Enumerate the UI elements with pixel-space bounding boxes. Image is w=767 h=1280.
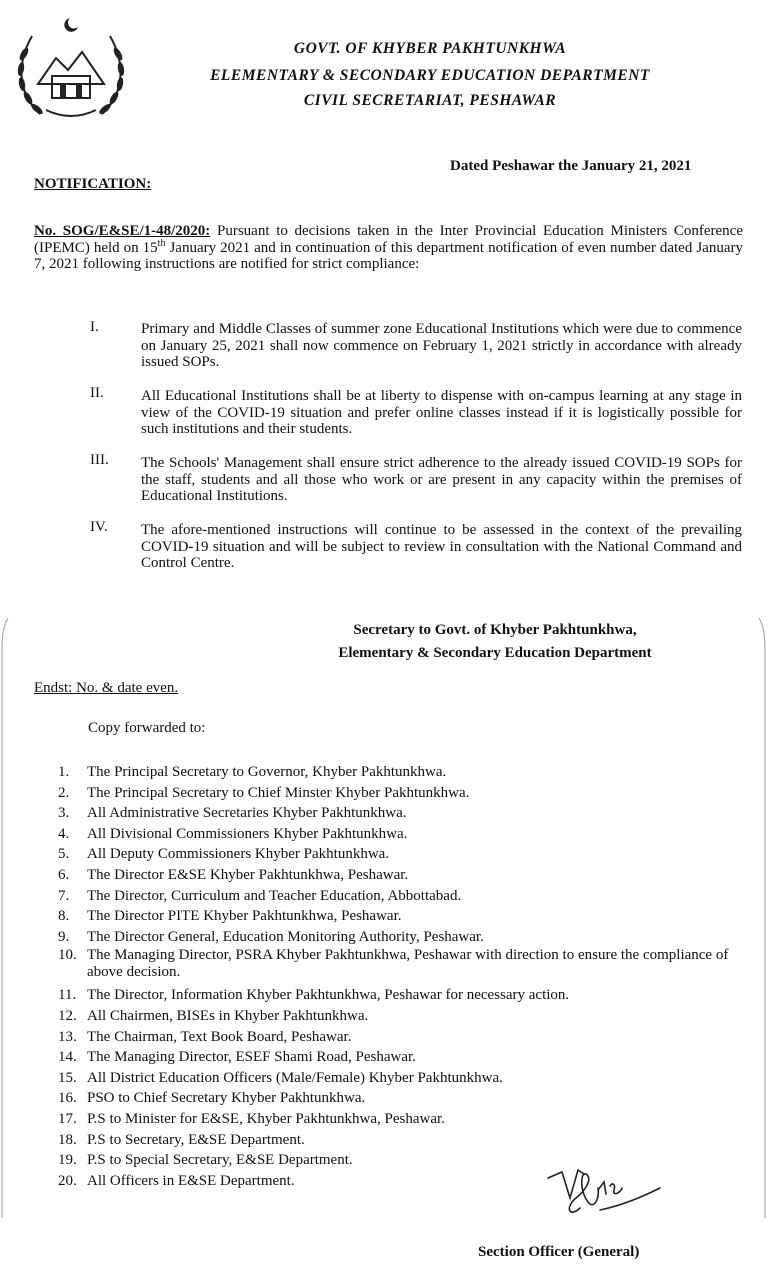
list-item-number: 5.	[58, 846, 70, 863]
instruction-number: I.	[90, 319, 99, 335]
instruction-text: Primary and Middle Classes of summer zone Educational Institutions which were due to commence on January 25, 2021 shall now commence on February 1, 2021 strictly in accordance with already issued SOPs.	[141, 321, 742, 370]
list-item	[58, 844, 748, 865]
list-item-text: The Principal Secretary to Governor, Khyber Pakhtunkhwa.	[87, 764, 447, 780]
list-item-number: 2.	[58, 784, 70, 801]
list-item-number: 9.	[58, 928, 70, 945]
list-item-number: 14.	[58, 1049, 77, 1066]
header-department: ELEMENTARY & SECONDARY EDUCATION DEPARTMENT	[210, 67, 650, 84]
list-item-number: 3.	[58, 805, 70, 822]
copy-forwarded-label: Copy forwarded to:	[88, 720, 206, 736]
list-item-text: P.S to Secretary, E&SE Department.	[87, 1131, 305, 1148]
list-item	[58, 1088, 748, 1109]
header-secretariat: CIVIL SECRETARIAT, PESHAWAR	[303, 92, 557, 109]
intro-text-1: Pursuant to decisions taken in the Inter Provincial Education Ministers Conference (IPEMC) held on 15	[34, 223, 743, 256]
list-item-text: PSO to Chief Secretary Khyber Pakhtunkhwa.	[87, 1090, 366, 1107]
list-item	[58, 865, 748, 886]
list-item-number: 11.	[58, 987, 77, 1004]
intro-paragraph	[34, 223, 743, 273]
instruction-number: IV.	[90, 519, 108, 535]
list-item-number: 17.	[58, 1110, 77, 1127]
list-item-number: 8.	[58, 908, 70, 925]
intro-superscript: th	[157, 237, 166, 249]
list-item-text: The Principal Secretary to Chief Minster Khyber Pakhtunkhwa.	[87, 784, 470, 801]
instruction-text: The Schools' Management shall ensure strict adherence to the already issued COVID-19 SOPs for the staff, students and all those who work or are present in any capacity within the premises of Educational Institutions.	[141, 455, 742, 504]
list-item-text: All Officers in E&SE Department.	[87, 1172, 295, 1189]
list-item	[58, 824, 748, 845]
reference-number: No. SOG/E&SE/1-48/2020:	[34, 223, 211, 239]
instruction-text: All Educational Institutions shall be at liberty to dispense with on-campus learning at any stage in view of the COVID-19 situation and prefer online classes instead if it is logistically possible for such institutions and their students.	[141, 388, 742, 437]
page-edge-right	[757, 618, 767, 1218]
header-govt: GOVT. OF KHYBER PAKHTUNKHWA	[293, 40, 567, 57]
recipient-list	[58, 762, 748, 1191]
secretary-title: Secretary to Govt. of Khyber Pakhtunkhwa,	[353, 622, 637, 638]
list-item-text: The Director General, Education Monitoring Authority, Peshawar.	[87, 928, 484, 945]
instruction-number: III.	[90, 452, 109, 468]
list-item-text: P.S to Minister for E&SE, Khyber Pakhtunkhwa, Peshawar.	[87, 1110, 445, 1127]
list-item-text: The Director, Curriculum and Teacher Education, Abbottabad.	[87, 887, 462, 904]
list-item	[58, 1047, 748, 1068]
section-officer-title: Section Officer (General)	[478, 1244, 640, 1260]
list-item	[58, 803, 748, 824]
instruction-number: II.	[90, 385, 104, 401]
list-item-number: 20.	[58, 1172, 77, 1189]
list-item	[58, 762, 748, 783]
list-item-text: The Director, Information Khyber Pakhtunkhwa, Peshawar for necessary action.	[87, 987, 570, 1004]
list-item-text: The Chairman, Text Book Board, Peshawar.	[87, 1028, 352, 1045]
notification-label: NOTIFICATION:	[34, 176, 152, 192]
government-emblem-icon	[10, 14, 132, 132]
list-item-number: 19.	[58, 1152, 77, 1169]
list-item-number: 1.	[58, 764, 70, 780]
list-item	[58, 1109, 748, 1130]
list-item	[58, 906, 748, 927]
list-item-text: The Director E&SE Khyber Pakhtunkhwa, Peshawar.	[87, 866, 409, 883]
secretary-department: Elementary & Secondary Education Department	[338, 645, 652, 661]
list-item-number: 10.	[58, 947, 77, 964]
list-item	[58, 1130, 748, 1151]
list-item-text: All Chairmen, BISEs in Khyber Pakhtunkhwa.	[87, 1007, 369, 1024]
list-item-text: P.S to Special Secretary, E&SE Department.	[87, 1152, 353, 1169]
list-item	[58, 927, 748, 948]
list-item-number: 18.	[58, 1131, 77, 1148]
date-line: Dated Peshawar the January 21, 2021	[450, 158, 692, 174]
list-item	[58, 985, 748, 1006]
list-item-number: 15.	[58, 1069, 77, 1086]
list-item-number: 4.	[58, 825, 70, 842]
list-item	[58, 783, 748, 804]
endorsement-line: Endst: No. & date even.	[34, 680, 179, 696]
instruction-text: The afore-mentioned instructions will continue to be assessed in the context of the prevailing COVID-19 situation and will be subject to review in consultation with the National Command and Control Centre.	[141, 522, 742, 571]
list-item	[58, 886, 748, 907]
list-item	[58, 1006, 748, 1027]
list-item	[58, 1068, 748, 1089]
list-item	[58, 1027, 748, 1048]
list-item-text: The Managing Director, PSRA Khyber Pakhtunkhwa, Peshawar with direction to ensure the compliance of above decision.	[87, 947, 729, 981]
list-item-number: 13.	[58, 1028, 77, 1045]
list-item-text: All Divisional Commissioners Khyber Pakhtunkhwa.	[87, 825, 408, 842]
list-item-number: 6.	[58, 866, 70, 883]
list-item-number: 16.	[58, 1090, 77, 1107]
list-item-text: The Managing Director, ESEF Shami Road, Peshawar.	[87, 1049, 416, 1066]
list-item-number: 12.	[58, 1007, 77, 1024]
list-item-text: All Administrative Secretaries Khyber Pakhtunkhwa.	[87, 805, 407, 822]
list-item-text: All District Education Officers (Male/Female) Khyber Pakhtunkhwa.	[87, 1069, 503, 1086]
list-item-number: 7.	[58, 887, 70, 904]
list-item-text: All Deputy Commissioners Khyber Pakhtunkhwa.	[87, 846, 390, 863]
intro-text-2: January 2021 and in continuation of this department notification of even number dated January 7, 2021 following instructions are notified for strict compliance:	[34, 239, 743, 272]
handwritten-signature	[540, 1158, 670, 1238]
list-item-text: The Director PITE Khyber Pakhtunkhwa, Peshawar.	[87, 908, 402, 925]
list-item	[58, 947, 748, 985]
page-edge-left	[0, 618, 10, 1218]
